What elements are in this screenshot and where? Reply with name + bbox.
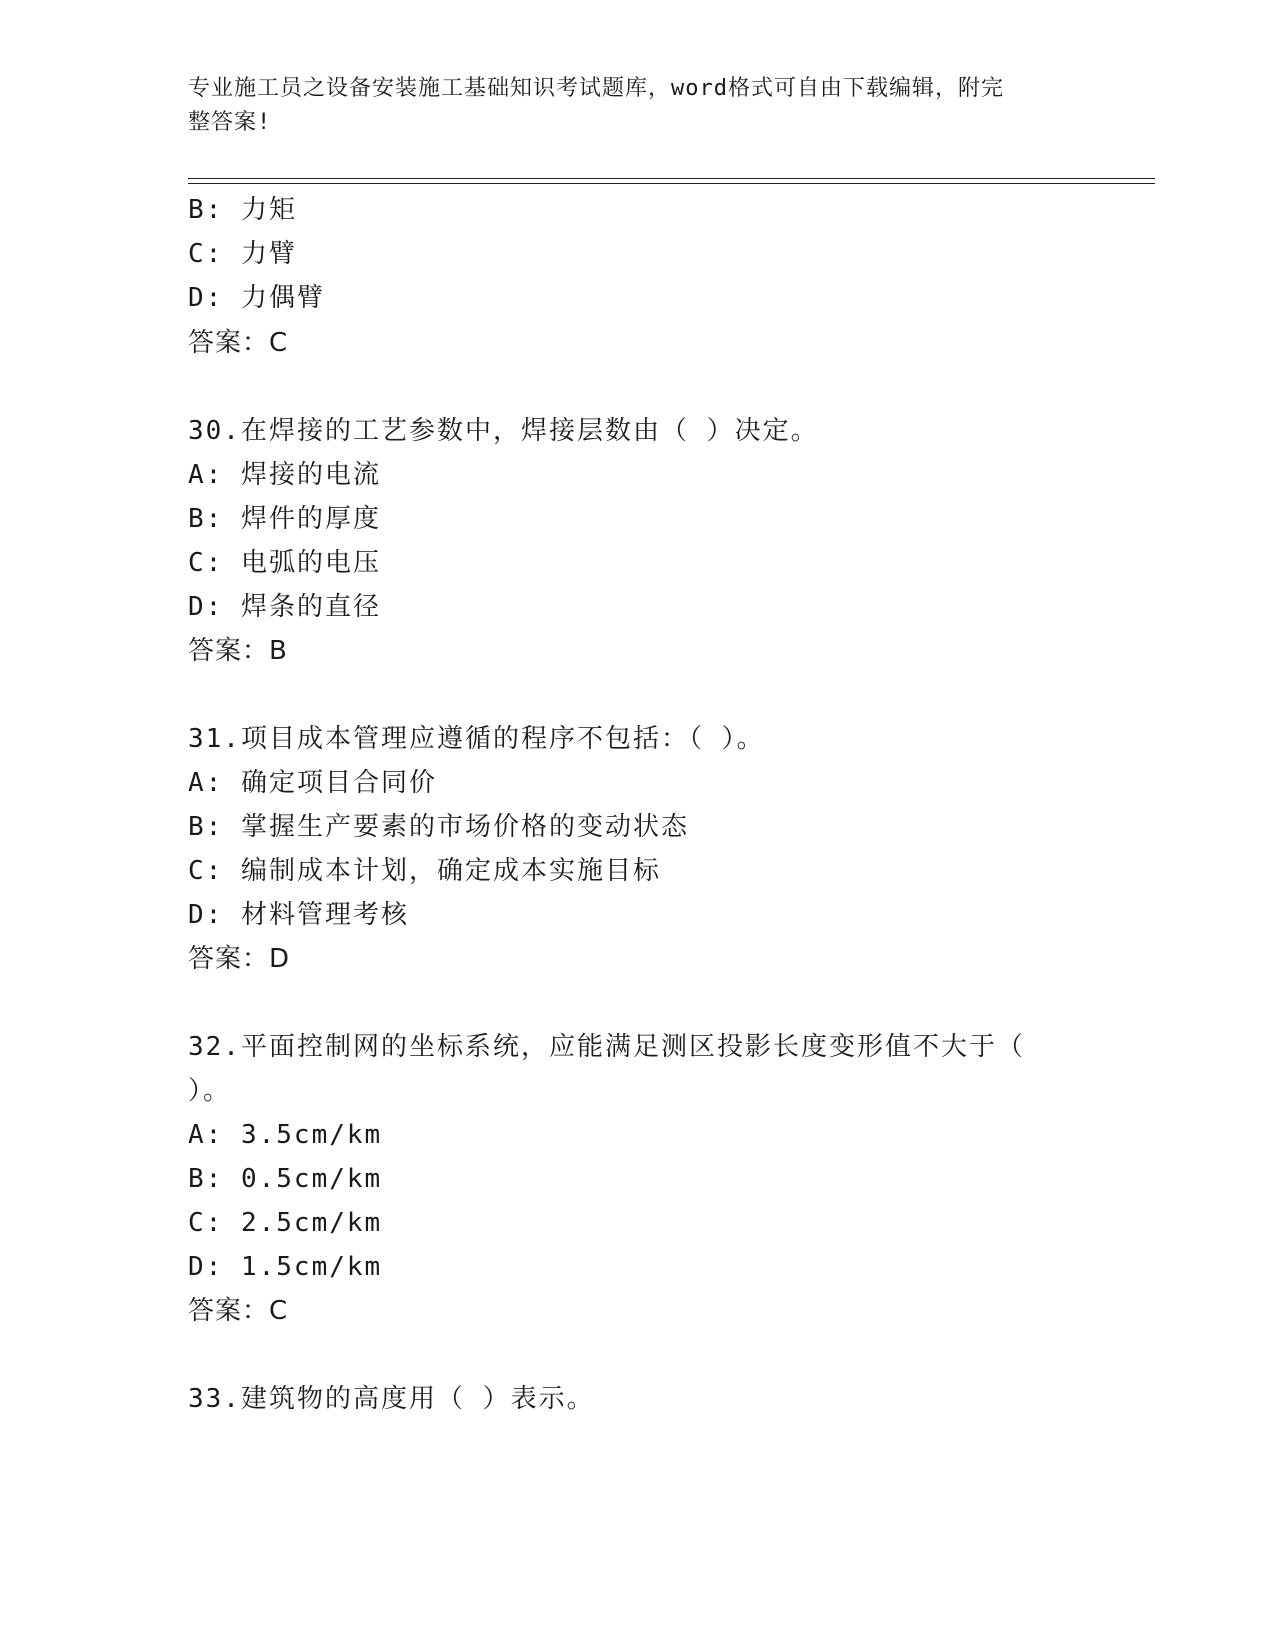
header-line-2: 整答案! [188, 110, 272, 135]
header-rule-top [188, 178, 1155, 179]
question-stem: 30.在焊接的工艺参数中，焊接层数由（ ）决定。 [188, 416, 819, 446]
option-b: B: 焊件的厚度 [188, 504, 381, 534]
answer-line: 答案：C [188, 1296, 289, 1326]
option-b: B: 0.5cm/km [188, 1164, 383, 1194]
option-d: D: 焊条的直径 [188, 592, 381, 622]
option-c: C: 2.5cm/km [188, 1208, 383, 1238]
header-rule-bottom [188, 183, 1155, 184]
option-a: A: 3.5cm/km [188, 1120, 383, 1150]
header-line-1: 专业施工员之设备安装施工基础知识考试题库，word格式可自由下载编辑，附完 [188, 76, 1004, 101]
option-a: A: 确定项目合同价 [188, 768, 437, 798]
option-d: D: 材料管理考核 [188, 900, 409, 930]
document-header [188, 72, 1088, 140]
question-stem: 33.建筑物的高度用（ ）表示。 [188, 1384, 595, 1414]
option-b: B: 力矩 [188, 195, 297, 225]
question-stem: 31.项目成本管理应遵循的程序不包括：（ ）。 [188, 724, 765, 754]
question-stem: 32.平面控制网的坐标系统，应能满足测区投影长度变形值不大于（ [188, 1032, 1025, 1062]
option-b: B: 掌握生产要素的市场价格的变动状态 [188, 812, 689, 842]
option-c: C: 编制成本计划，确定成本实施目标 [188, 856, 661, 886]
option-a: A: 焊接的电流 [188, 460, 381, 490]
question-stem-continued: ）。 [188, 1076, 232, 1106]
option-c: C: 力臂 [188, 239, 297, 269]
option-c: C: 电弧的电压 [188, 548, 381, 578]
option-d: D: 1.5cm/km [188, 1252, 383, 1282]
answer-line: 答案：B [188, 636, 288, 666]
answer-line: 答案：D [188, 944, 291, 974]
option-d: D: 力偶臂 [188, 283, 325, 313]
answer-line: 答案：C [188, 328, 289, 358]
